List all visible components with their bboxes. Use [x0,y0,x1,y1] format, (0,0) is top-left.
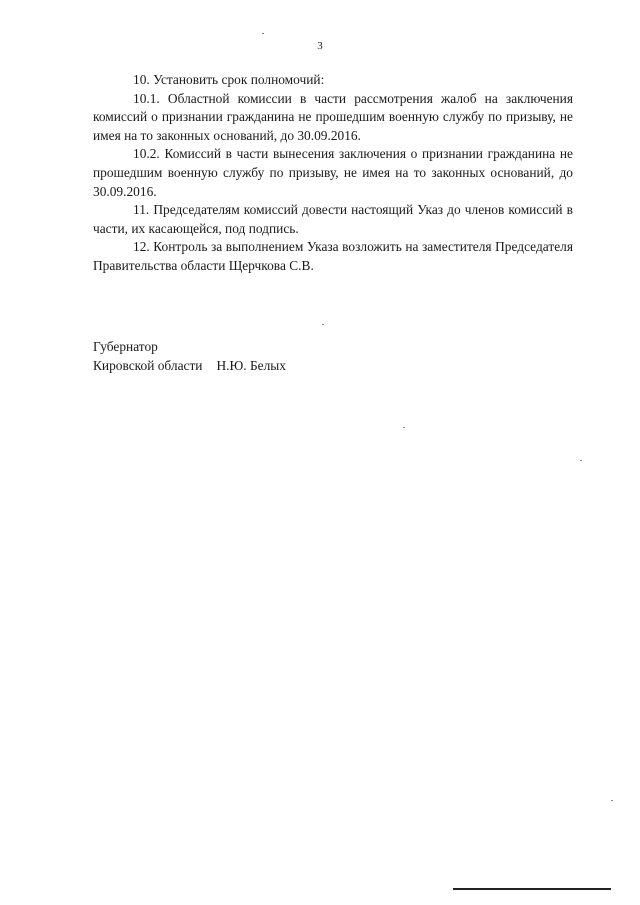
signature-name: Н.Ю. Белых [216,357,286,373]
signature-block [93,338,286,375]
scan-speck [322,324,324,325]
bottom-rule [453,888,611,890]
signature-title-line2 [93,357,286,376]
document-body [93,71,573,276]
paragraph-10-1: 10.1. Областной комиссии в части рассмотрения жалоб на заключения комиссий о признании гражданина не прошедшим военную службу по призыву, не имея на то законных оснований, до 30.09.2016. [93,90,573,143]
scan-speck [403,427,405,428]
scan-speck [262,33,264,34]
scan-speck [611,800,613,801]
paragraph-10: 10. Установить срок полномочий: [133,72,325,87]
paragraph-10-2: 10.2. Комиссий в части вынесения заключения о признании гражданина не прошедшим военную службу по призыву, не имея на то законных оснований, до 30.09.2016. [93,146,573,199]
page-number: 3 [317,40,323,52]
paragraph-11: 11. Председателям комиссий довести настоящий Указ до членов комиссий в части, их касающейся, под подпись. [93,202,573,236]
signature-title-line1: Губернатор [93,339,158,354]
scan-speck [580,460,582,461]
signature-region: Кировской области [93,357,203,373]
paragraph-12: 12. Контроль за выполнением Указа возложить на заместителя Председателя Правительства области Щерчкова С.В. [93,239,573,273]
